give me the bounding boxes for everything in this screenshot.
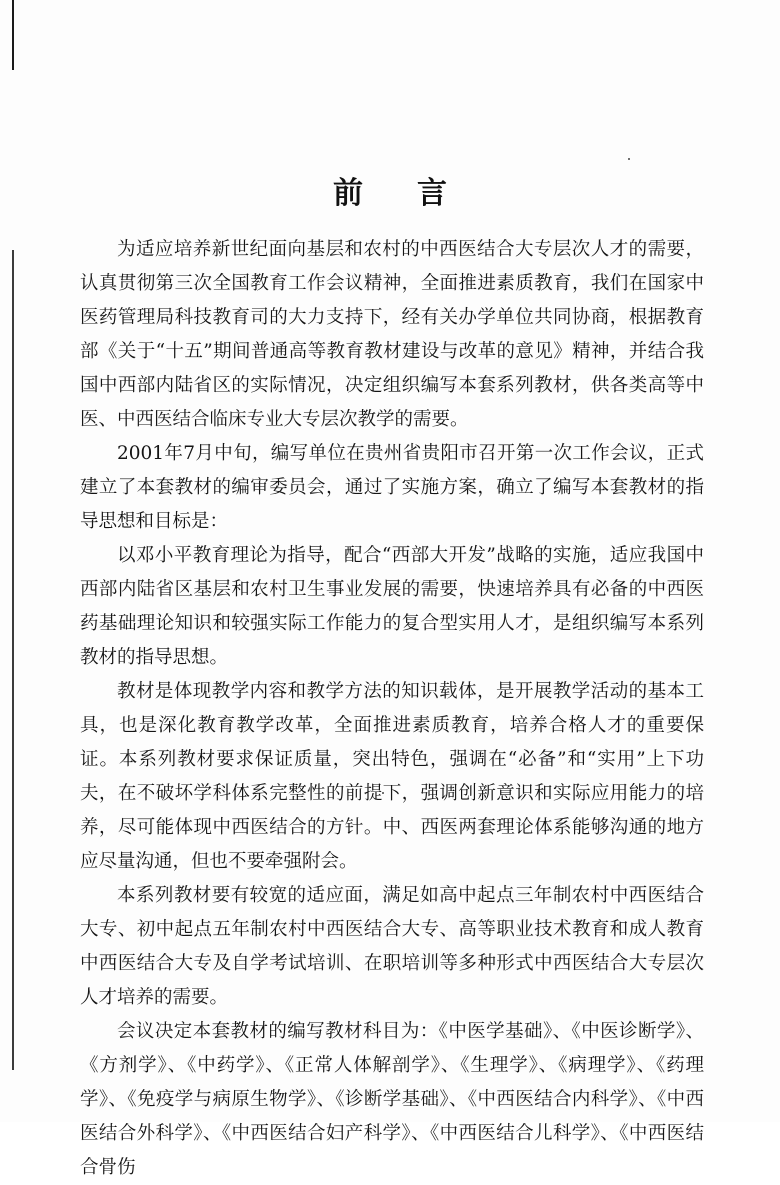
paragraph: 教材是体现教学内容和教学方法的知识载体，是开展教学活动的基本工具，也是深化教育教学改革，全面推进素质教育，培养合格人才的重要保证。本系列教材要求保证质量，突出特色，强调在“必备”和“实用”上下功夫，在不破坏学科体系完整性的前提下，强调创新意识和实际应用能力的培养，尽可能体现中西医结合的方针。中、西医两套理论体系能够沟通的地方应尽量沟通，但也不要牵强附会。 [80, 681, 704, 872]
page-title: 前言 [333, 176, 501, 211]
paragraph: 本系列教材要有较宽的适应面，满足如高中起点三年制农村中西医结合大专、初中起点五年制农村中西医结合大专、高等职业技术教育和成人教育中西医结合大专及自学考试培训、在职培训等多种形式中西医结合大专层次人才培养的需要。 [80, 885, 704, 1008]
paragraph: 2001年7月中旬，编写单位在贵州省贵阳市召开第一次工作会议，正式建立了本套教材的编审委员会，通过了实施方案，确立了编写本套教材的指导思想和目标是： [80, 443, 704, 532]
document-body [80, 233, 704, 1185]
paragraph: 会议决定本套教材的编写教材科目为：《中医学基础》、《中医诊断学》、《方剂学》、《中药学》、《正常人体解剖学》、《生理学》、《病理学》、《药理学》、《免疫学与病原生物学》、《诊断学基础》、《中西医结合内科学》、《中西医结合外科学》、《中西医结合妇产科学》、《中西医结合儿科学》、《中西医结合骨伤 [80, 1021, 704, 1178]
scan-edge-mark [12, 0, 14, 70]
scan-edge-mark [12, 250, 14, 1070]
paragraph: 以邓小平教育理论为指导，配合“西部大开发”战略的实施，适应我国中西部内陆省区基层和农村卫生事业发展的需要，快速培养具有必备的中西医药基础理论知识和较强实际工作能力的复合型实用人才，是组织编写本系列教材的指导思想。 [80, 545, 704, 668]
paragraph: 为适应培养新世纪面向基层和农村的中西医结合大专层次人才的需要，认真贯彻第三次全国教育工作会议精神，全面推进素质教育，我们在国家中医药管理局科技教育司的大力支持下，经有关办学单位共同协商，根据教育部《关于“十五”期间普通高等教育教材建设与改革的意见》精神，并结合我国中西部内陆省区的实际情况，决定组织编写本套系列教材，供各类高等中医、中西医结合临床专业大专层次教学的需要。 [80, 239, 704, 430]
scan-speck [628, 158, 630, 160]
